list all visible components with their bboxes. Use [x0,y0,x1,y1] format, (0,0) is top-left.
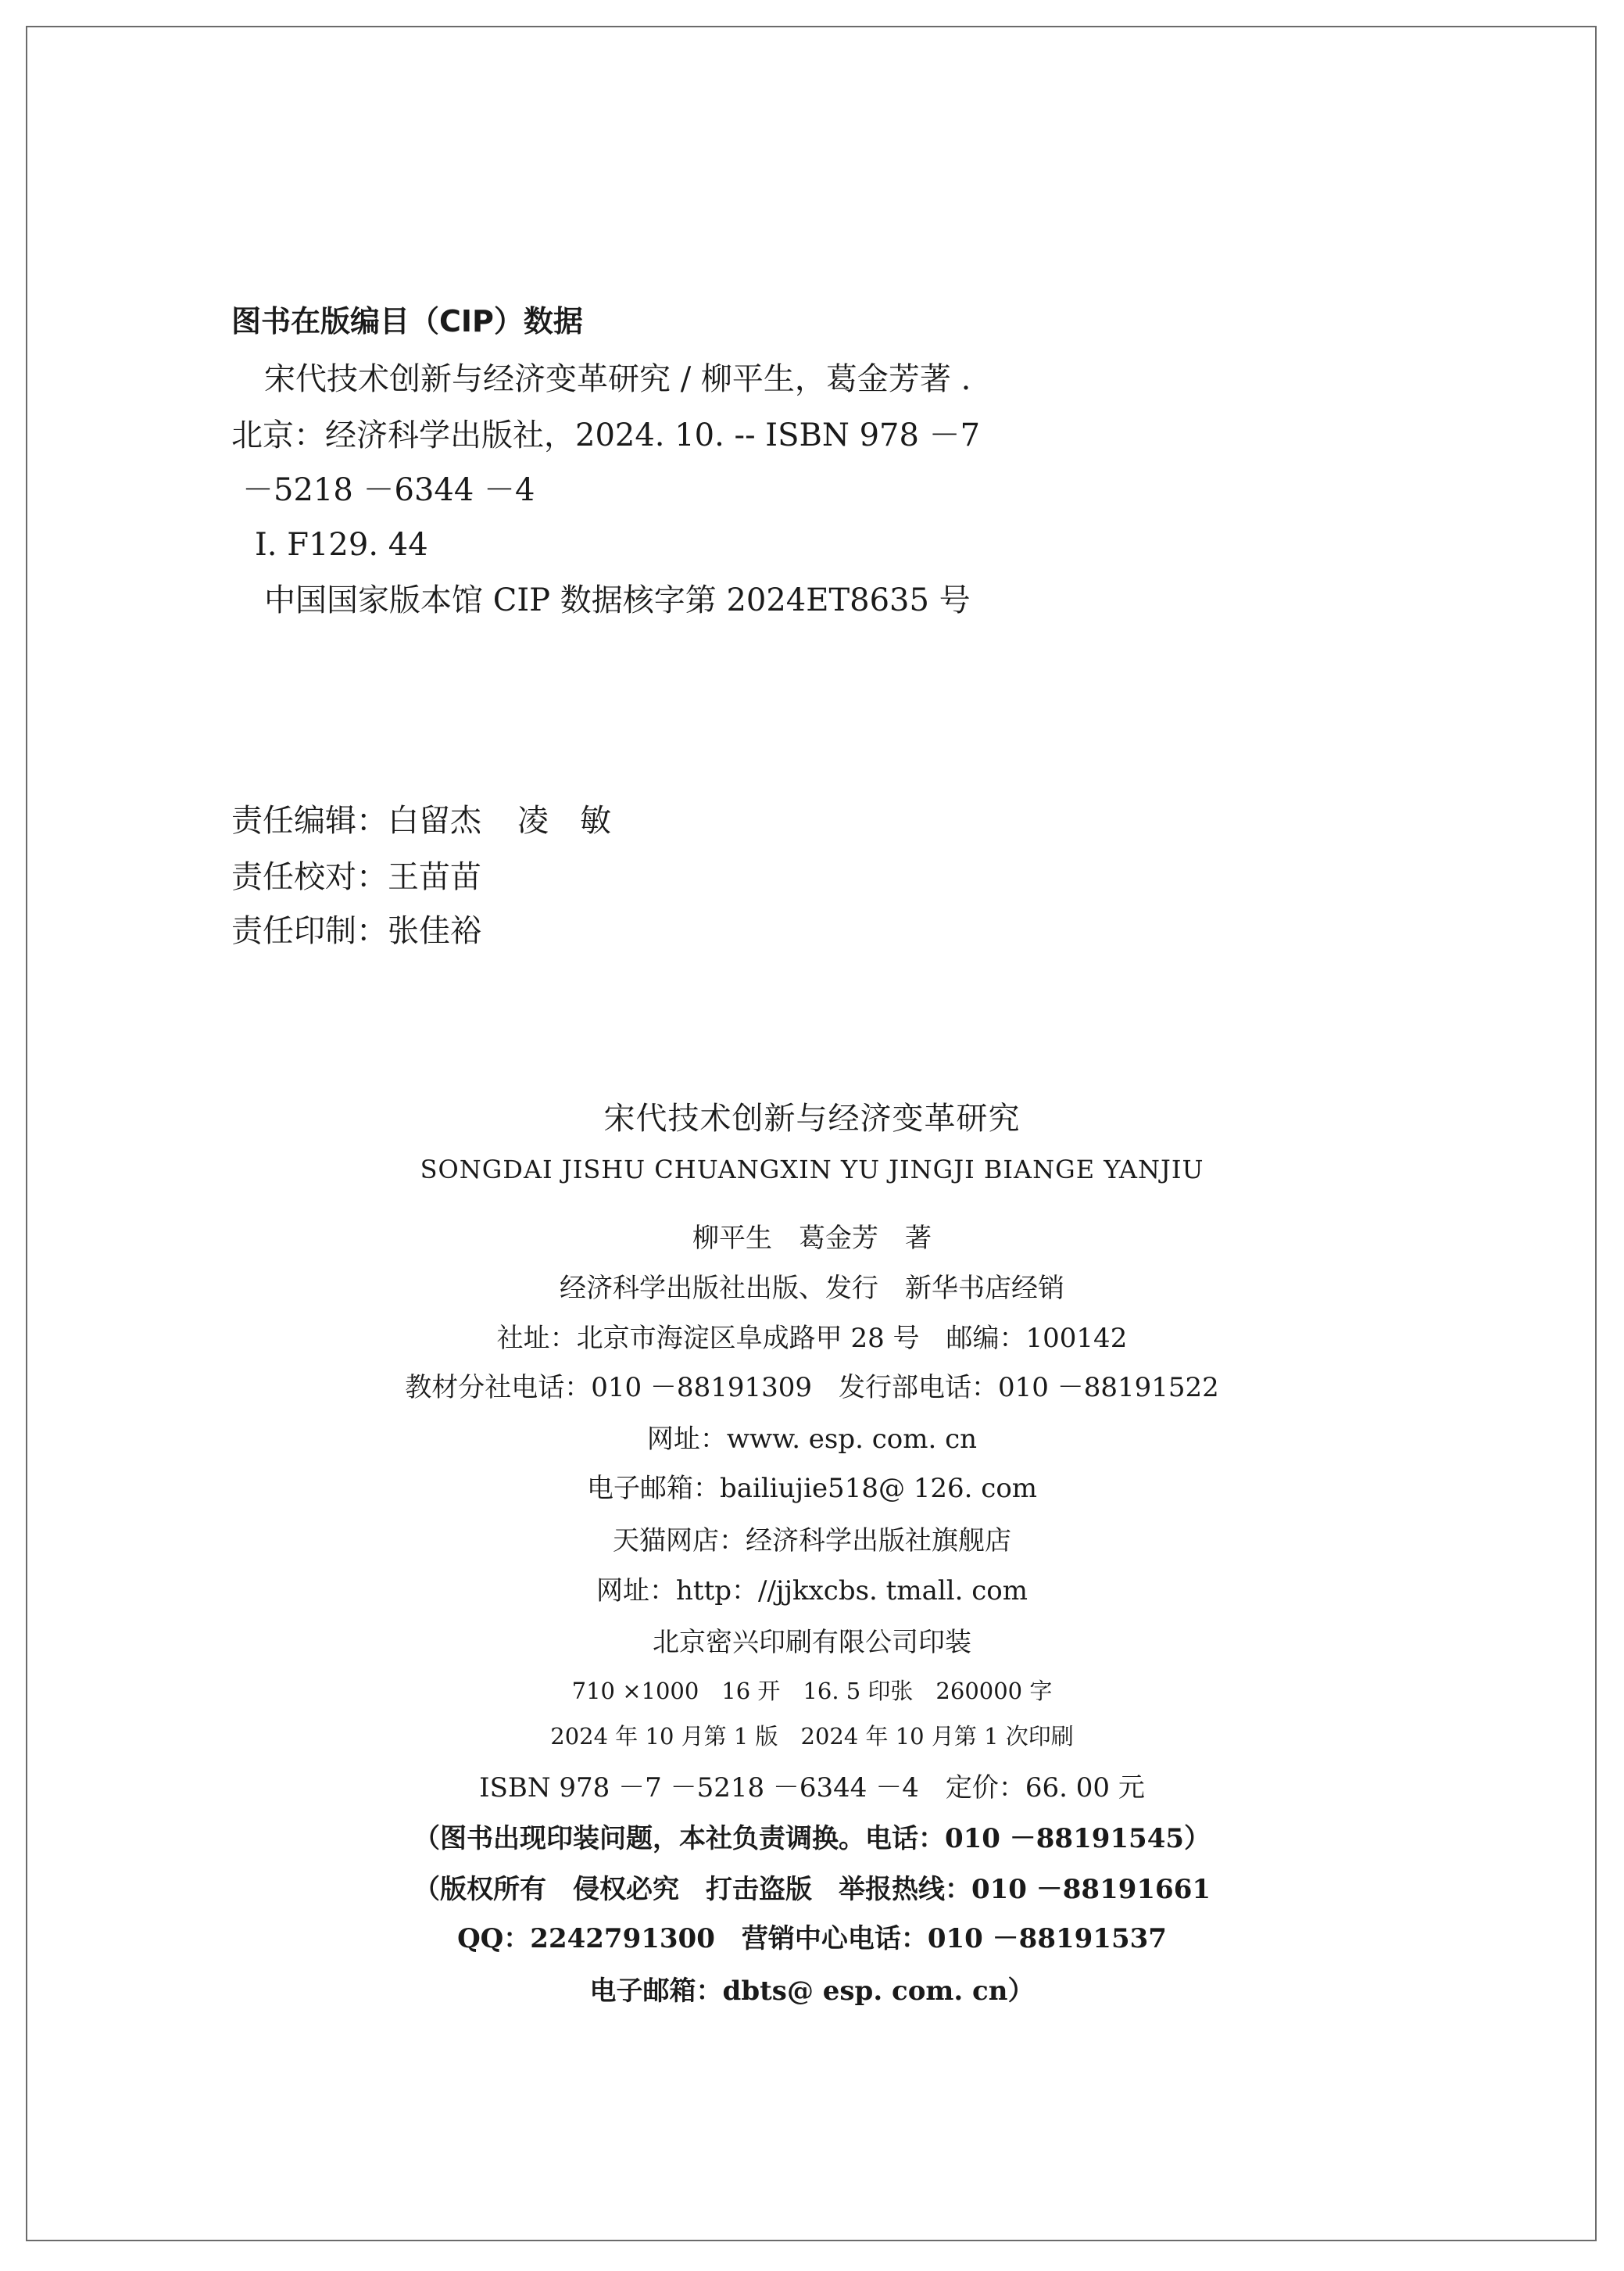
notice-copyright: （版权所有 侵权必究 打击盗版 举报热线：010 －88191661 [413,1874,1211,1905]
cip-line-record-number: 中国国家版本馆 CIP 数据核字第 2024ET8635 号 [264,582,971,618]
responsible-editor-label: 责任编辑： [231,803,388,839]
edition-info: 2024 年 10 月第 1 版 2024 年 10 月第 1 次印刷 [550,1723,1074,1750]
publisher-phones: 教材分社电话：010 －88191309 发行部电话：010 －88191522 [405,1372,1219,1403]
cip-line-isbn-cont: －5218 －6344 －4 [242,472,535,508]
book-title-pinyin: SONGDAI JISHU CHUANGXIN YU JINGJI BIANGE YANJIU [420,1155,1204,1184]
notice-qq-marketing: QQ：2242791300 营销中心电话：010 －88191537 [457,1923,1167,1954]
notice-print-quality: （图书出现印装问题，本社负责调换。电话：010 －88191545） [413,1823,1211,1854]
responsible-proofreader: 责任校对：王苗苗 [231,859,481,895]
book-title: 宋代技术创新与经济变革研究 [603,1101,1021,1137]
responsible-editor-name-2: 凌 敏 [517,803,611,839]
publisher-email: 电子邮箱：bailiujie518@ 126. com [586,1473,1038,1504]
authors: 柳平生 葛金芳 著 [692,1223,932,1254]
publisher-address: 社址：北京市海淀区阜成路甲 28 号 邮编：100142 [496,1323,1128,1354]
publisher-distributor: 经济科学出版社出版、发行 新华书店经销 [560,1273,1064,1304]
tmall-url: 网址：http：//jjkxcbs. tmall. com [596,1575,1028,1607]
cip-line-title-authors: 宋代技术创新与经济变革研究 / 柳平生，葛金芳著 . [264,361,971,397]
responsible-editor [231,803,611,839]
book-format: 710 ×1000 16 开 16. 5 印张 260000 字 [571,1678,1053,1704]
cip-heading: 图书在版编目（CIP）数据 [231,304,583,339]
tmall-store: 天猫网店：经济科学出版社旗舰店 [613,1525,1011,1556]
responsible-printing: 责任印制：张佳裕 [231,913,481,949]
publisher-website: 网址：www. esp. com. cn [646,1424,978,1455]
cip-line-publisher-isbn: 北京：经济科学出版社，2024. 10. -- ISBN 978 －7 [231,417,981,453]
cip-line-classification: Ⅰ. F129. 44 [255,527,428,563]
notice-email: 电子邮箱：dbts@ esp. com. cn） [589,1975,1035,2007]
responsible-editor-name-1: 白留杰 [388,803,481,839]
printing-company: 北京密兴印刷有限公司印装 [653,1627,971,1658]
isbn-price: ISBN 978 －7 －5218 －6344 －4 定价：66. 00 元 [479,1772,1145,1804]
